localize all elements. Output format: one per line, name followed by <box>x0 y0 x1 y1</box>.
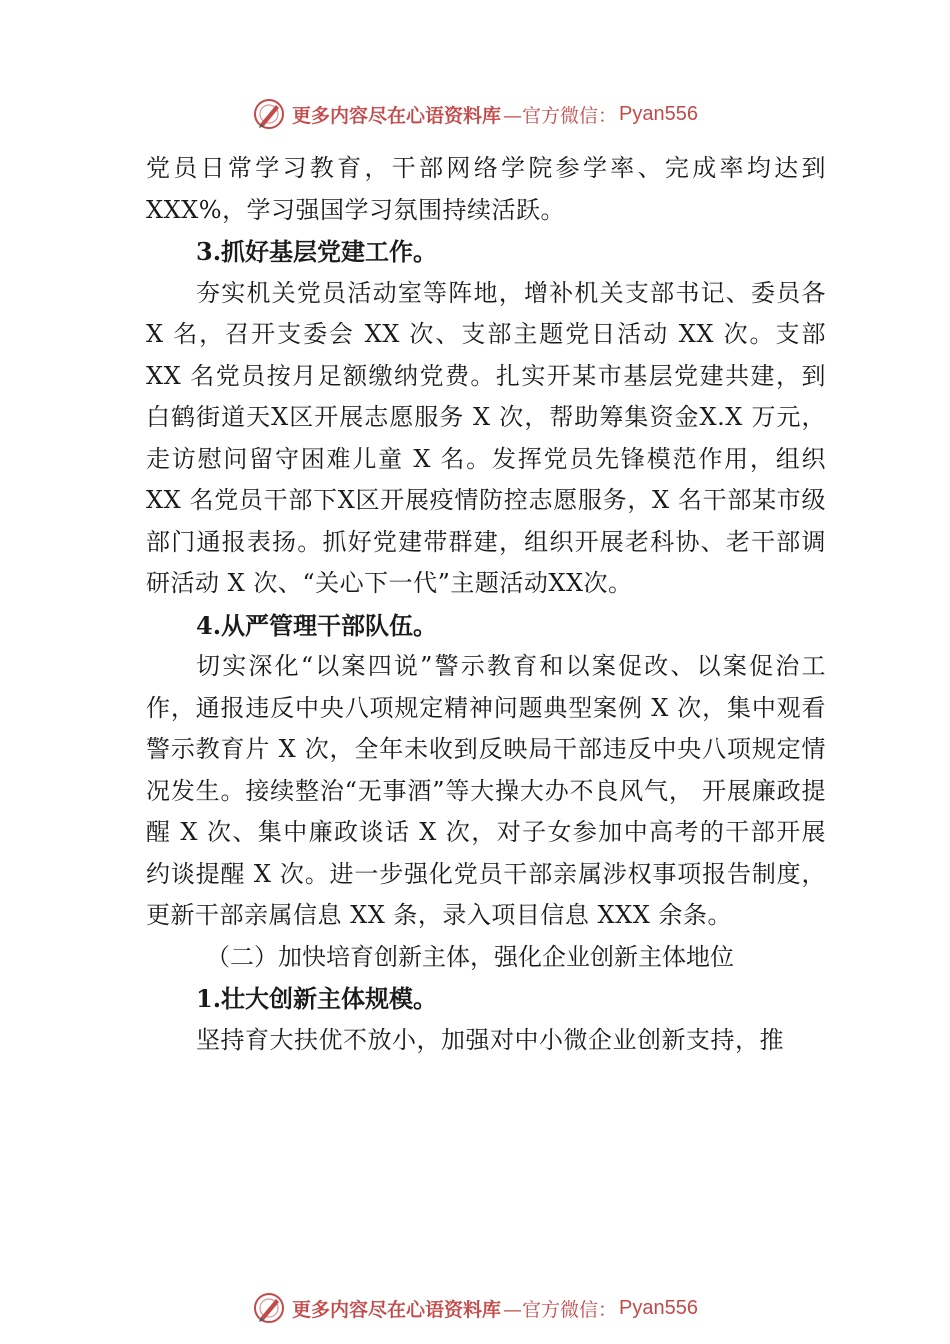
banner-title: 更多内容尽在心语资料库 <box>292 104 502 127</box>
section-heading-innovation: （二）加快培育创新主体，强化企业创新主体地位 <box>206 942 734 971</box>
paragraph-continued: 党员日常学习教育，干部网络学院参学率、完成率均达到XXX%，学习强国学习氛围持续活跃。 <box>146 154 826 224</box>
banner-separator: —官方微信： <box>503 104 618 127</box>
banner-separator: —官方微信： <box>503 1298 618 1321</box>
banner-account: Pyan556 <box>619 102 698 125</box>
pen-logo-icon <box>252 97 286 131</box>
heading-party-building: 3.抓好基层党建工作。 <box>196 237 438 266</box>
banner-account: Pyan556 <box>619 1296 698 1319</box>
header-watermark-banner <box>0 94 950 134</box>
paragraph-cadre-management: 切实深化“以案四说”警示教育和以案促改、以案促治工作，通报违反中央八项规定精神问题典型案例 X 次，集中观看警示教育片 X 次，全年未收到反映局干部违反中央八项规定情况发生。接续整治“无事酒”等大操大办不良风气， 开展廉政提醒 X 次、集中廉政谈话 X 次，对子女参加中高考的干部开展约谈提醒 X 次。进一步强化党员干部亲属涉权事项报告制度，更新干部亲属信息 XX 条，录入项目信息 XXX 余条。 <box>146 652 826 929</box>
pen-logo-icon <box>252 1291 286 1325</box>
heading-cadre-management: 4.从严管理干部队伍。 <box>196 610 438 640</box>
document-body <box>146 148 826 1061</box>
heading-innovation-scale: 1.壮大创新主体规模。 <box>196 984 438 1013</box>
paragraph-party-building: 夯实机关党员活动室等阵地，增补机关支部书记、委员各 X 名，召开支委会 XX 次、支部主题党日活动 XX 次。支部 XX 名党员按月足额缴纳党费。扎实开某市基层党建共建，到白鹤街道天X区开展志愿服务 X 次，帮助筹集资金X.X 万元，走访慰问留守困难儿童 X 名。发挥党员先锋模范作用，组织 XX 名党员干部下X区开展疫情防控志愿服务，X 名干部某市级部门通报表扬。抓好党建带群建，组织开展老科协、老干部调研活动 X 次、“关心下一代”主题活动XX次。 <box>146 278 826 597</box>
paragraph-innovation-scale: 坚持育大扶优不放小，加强对中小微企业创新支持，推 <box>196 1025 784 1054</box>
banner-title: 更多内容尽在心语资料库 <box>292 1298 502 1321</box>
footer-watermark-banner <box>0 1288 950 1328</box>
